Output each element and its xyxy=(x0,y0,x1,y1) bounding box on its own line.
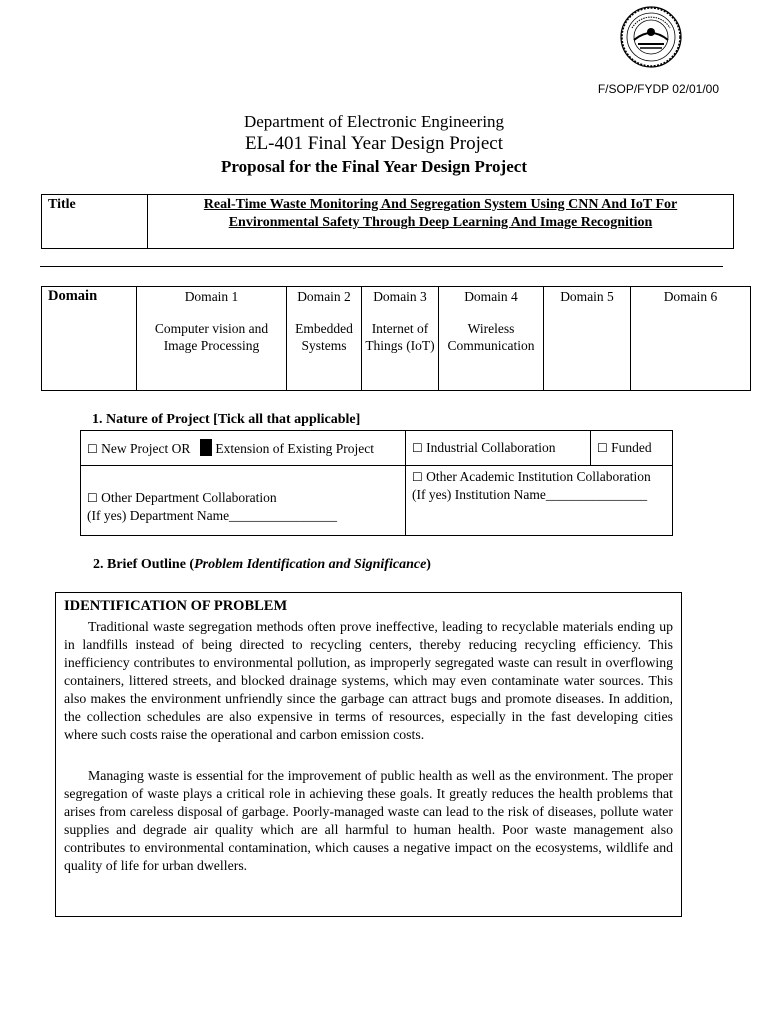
domain-name: Domain 1 xyxy=(184,289,239,304)
checkbox-icon[interactable]: ☐ xyxy=(87,491,98,505)
domain-value: Embedded Systems xyxy=(295,321,353,353)
nature-cell-project-type xyxy=(81,431,406,466)
university-seal-logo xyxy=(620,6,682,68)
domain-cell-4 xyxy=(439,287,544,391)
checked-checkbox-icon[interactable] xyxy=(200,439,212,456)
domain-name: Domain 2 xyxy=(297,289,351,304)
brief-outline-heading xyxy=(93,557,431,573)
checkbox-icon[interactable]: ☐ xyxy=(597,441,608,455)
proposal-heading: Proposal for the Final Year Design Project xyxy=(221,157,527,176)
project-title: Real-Time Waste Monitoring And Segregation System Using CNN And IoT For Environmental Safety Through Deep Learning And Image Recognition xyxy=(148,195,734,249)
nature-cell-industrial xyxy=(406,431,591,466)
brief-outline-italic: Problem Identification and Significance xyxy=(194,557,427,572)
extension-label: Extension of Existing Project xyxy=(215,440,374,456)
domain-name: Domain 6 xyxy=(663,289,718,304)
nature-of-project-table xyxy=(80,430,673,536)
domain-value: Internet of Things (IoT) xyxy=(365,321,435,353)
domain-cell-3 xyxy=(362,287,439,391)
course-title: EL-401 Final Year Design Project xyxy=(244,133,504,154)
domain-cell-2 xyxy=(287,287,362,391)
title-label: Title xyxy=(42,195,148,249)
nature-cell-other-academic xyxy=(406,466,673,536)
domain-label: Domain xyxy=(42,287,137,391)
nature-cell-other-dept xyxy=(81,466,406,536)
domain-value: Wireless Communication xyxy=(447,321,535,353)
title-table xyxy=(41,194,734,249)
domain-table xyxy=(41,286,751,391)
document-reference-code: F/SOP/FYDP 02/01/00 xyxy=(597,82,719,96)
domain-cell-1 xyxy=(137,287,287,391)
checkbox-icon[interactable]: ☐ xyxy=(412,470,423,484)
funded-label: Funded xyxy=(611,440,652,455)
problem-heading: IDENTIFICATION OF PROBLEM xyxy=(64,598,288,614)
checkbox-icon[interactable]: ☐ xyxy=(412,441,423,455)
problem-paragraph-2: Managing waste is essential for the improvement of public health as well as the environment. The proper segregation of waste plays a critical role in achieving these goals. It greatly reduces the health problems that arises from careless disposal of garbage. Poorly-managed waste can lead to the risk of diseases, pollute water supplies and degrade air quality which are all harmful to human health. Poor waste management also contributes to environmental contamination, which causes a negative impact on the ecosystems, wildlife and quality of life for urban dwellers. xyxy=(64,768,673,873)
horizontal-rule xyxy=(40,266,723,267)
other-academic-label: Other Academic Institution Collaboration xyxy=(426,469,651,484)
domain-name: Domain 5 xyxy=(560,289,614,304)
nature-cell-funded xyxy=(591,431,673,466)
dept-name-line: (If yes) Department Name________________ xyxy=(87,508,338,523)
department-name: Department of Electronic Engineering xyxy=(243,112,505,131)
domain-value: Computer vision and Image Processing xyxy=(154,321,269,353)
brief-outline-prefix: 2. Brief Outline ( xyxy=(93,557,195,572)
nature-of-project-heading: 1. Nature of Project [Tick all that applicable] xyxy=(92,412,361,427)
industrial-label: Industrial Collaboration xyxy=(426,440,556,455)
new-project-label: New Project OR xyxy=(101,440,191,456)
problem-identification-box xyxy=(55,592,682,917)
domain-cell-5 xyxy=(544,287,631,391)
problem-paragraph-1: Traditional waste segregation methods often prove ineffective, leading to recyclable materials ending up in landfills instead of being directed to recycling centers, thereby reducing recycling efficiency. This inefficiency contributes to environmental pollution, as improperly segregated waste can result in overflowing containers, littered streets, and blocked drainage systems, which may even contaminate water sources. This also makes the environment unfriendly since the garbage can attract bugs and promote diseases. In addition, the collection schedules are also expensive in terms of resources, especially in the fast developing cities where such costs raise the operational and carbon emission costs. xyxy=(64,619,673,742)
domain-name: Domain 4 xyxy=(464,289,518,304)
other-dept-label: Other Department Collaboration xyxy=(101,490,277,505)
inst-name-line: (If yes) Institution Name_______________ xyxy=(412,487,648,502)
brief-outline-suffix: ) xyxy=(426,557,431,572)
checkbox-icon[interactable]: ☐ xyxy=(87,441,98,456)
domain-cell-6 xyxy=(631,287,751,391)
domain-name: Domain 3 xyxy=(373,289,427,304)
